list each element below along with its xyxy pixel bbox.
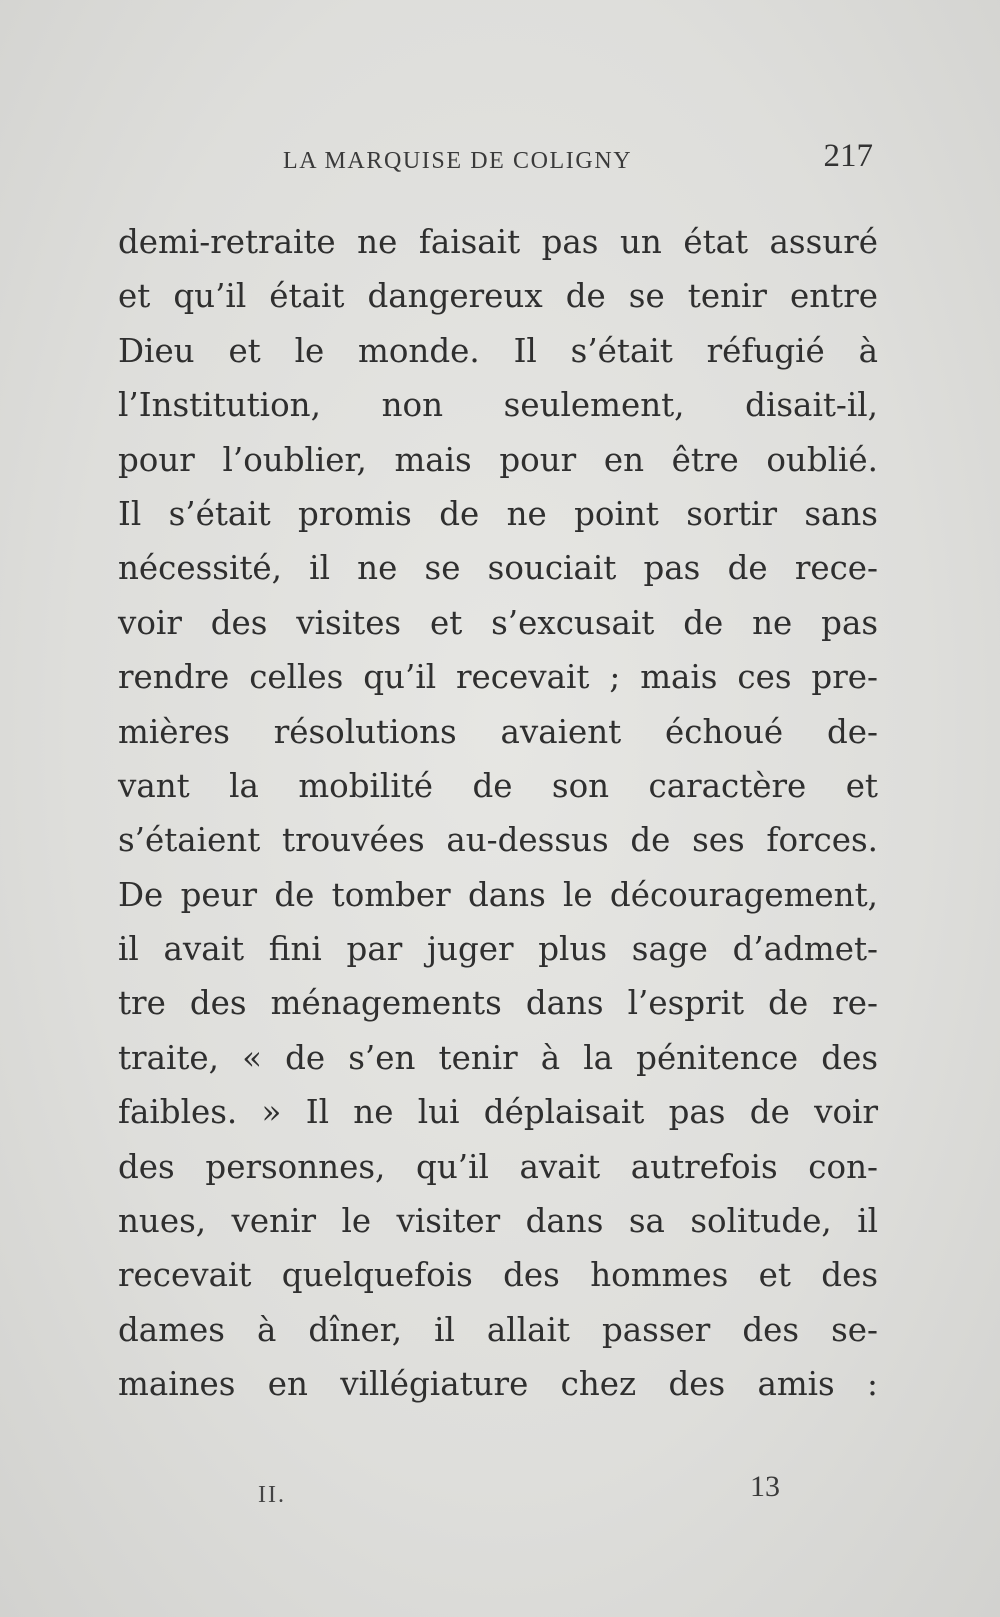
page-footer — [118, 1470, 878, 1510]
text-line: demi-retraite ne faisait pas un état assuré — [118, 223, 878, 261]
text-line: s’étaient trouvées au-dessus de ses forces. — [118, 821, 878, 860]
text-line: nues, venir le visiter dans sa solitude, il — [118, 1202, 878, 1241]
text-line: dames à dîner, il allait passer des se- — [118, 1310, 878, 1349]
text-line: De peur de tomber dans le découragement, — [118, 875, 878, 914]
text-line: Il s’était promis de ne point sortir sans — [118, 494, 878, 533]
text-line: traite, « de s’en tenir à la pénitence des — [118, 1038, 878, 1077]
gathering-number: 13 — [750, 1470, 780, 1503]
text-line: il avait fini par juger plus sage d’admet- — [118, 930, 878, 969]
text-line: tre des ménagements dans l’esprit de re- — [118, 984, 878, 1023]
page-number: 217 — [823, 138, 873, 174]
text-line: voir des visites et s’excusait de ne pas — [118, 603, 878, 642]
text-line: nécessité, il ne se souciait pas de rece- — [118, 549, 878, 588]
running-title: LA MARQUISE DE COLIGNY — [283, 148, 633, 174]
text-line: pour l’oublier, mais pour en être oublié. — [118, 440, 878, 479]
text-line: faibles. » Il ne lui déplaisait pas de voir — [118, 1093, 878, 1132]
body-text — [118, 215, 878, 1412]
text-line: l’Institution, non seulement, disait-il, — [118, 386, 878, 425]
text-line: rendre celles qu’il recevait ; mais ces pre- — [118, 658, 878, 697]
text-line: mières résolutions avaient échoué de- — [118, 712, 878, 751]
text-line: Dieu et le monde. Il s’était réfugié à — [118, 331, 878, 370]
text-line: des personnes, qu’il avait autrefois con- — [118, 1147, 878, 1186]
text-line: recevait quelquefois des hommes et des — [118, 1256, 878, 1295]
text-line: vant la mobilité de son caractère et — [118, 766, 878, 805]
text-line: maines en villégiature chez des amis : — [118, 1365, 878, 1404]
volume-signature: II. — [258, 1482, 286, 1508]
text-line: et qu’il était dangereux de se tenir entre — [118, 277, 878, 316]
running-head — [118, 138, 873, 188]
